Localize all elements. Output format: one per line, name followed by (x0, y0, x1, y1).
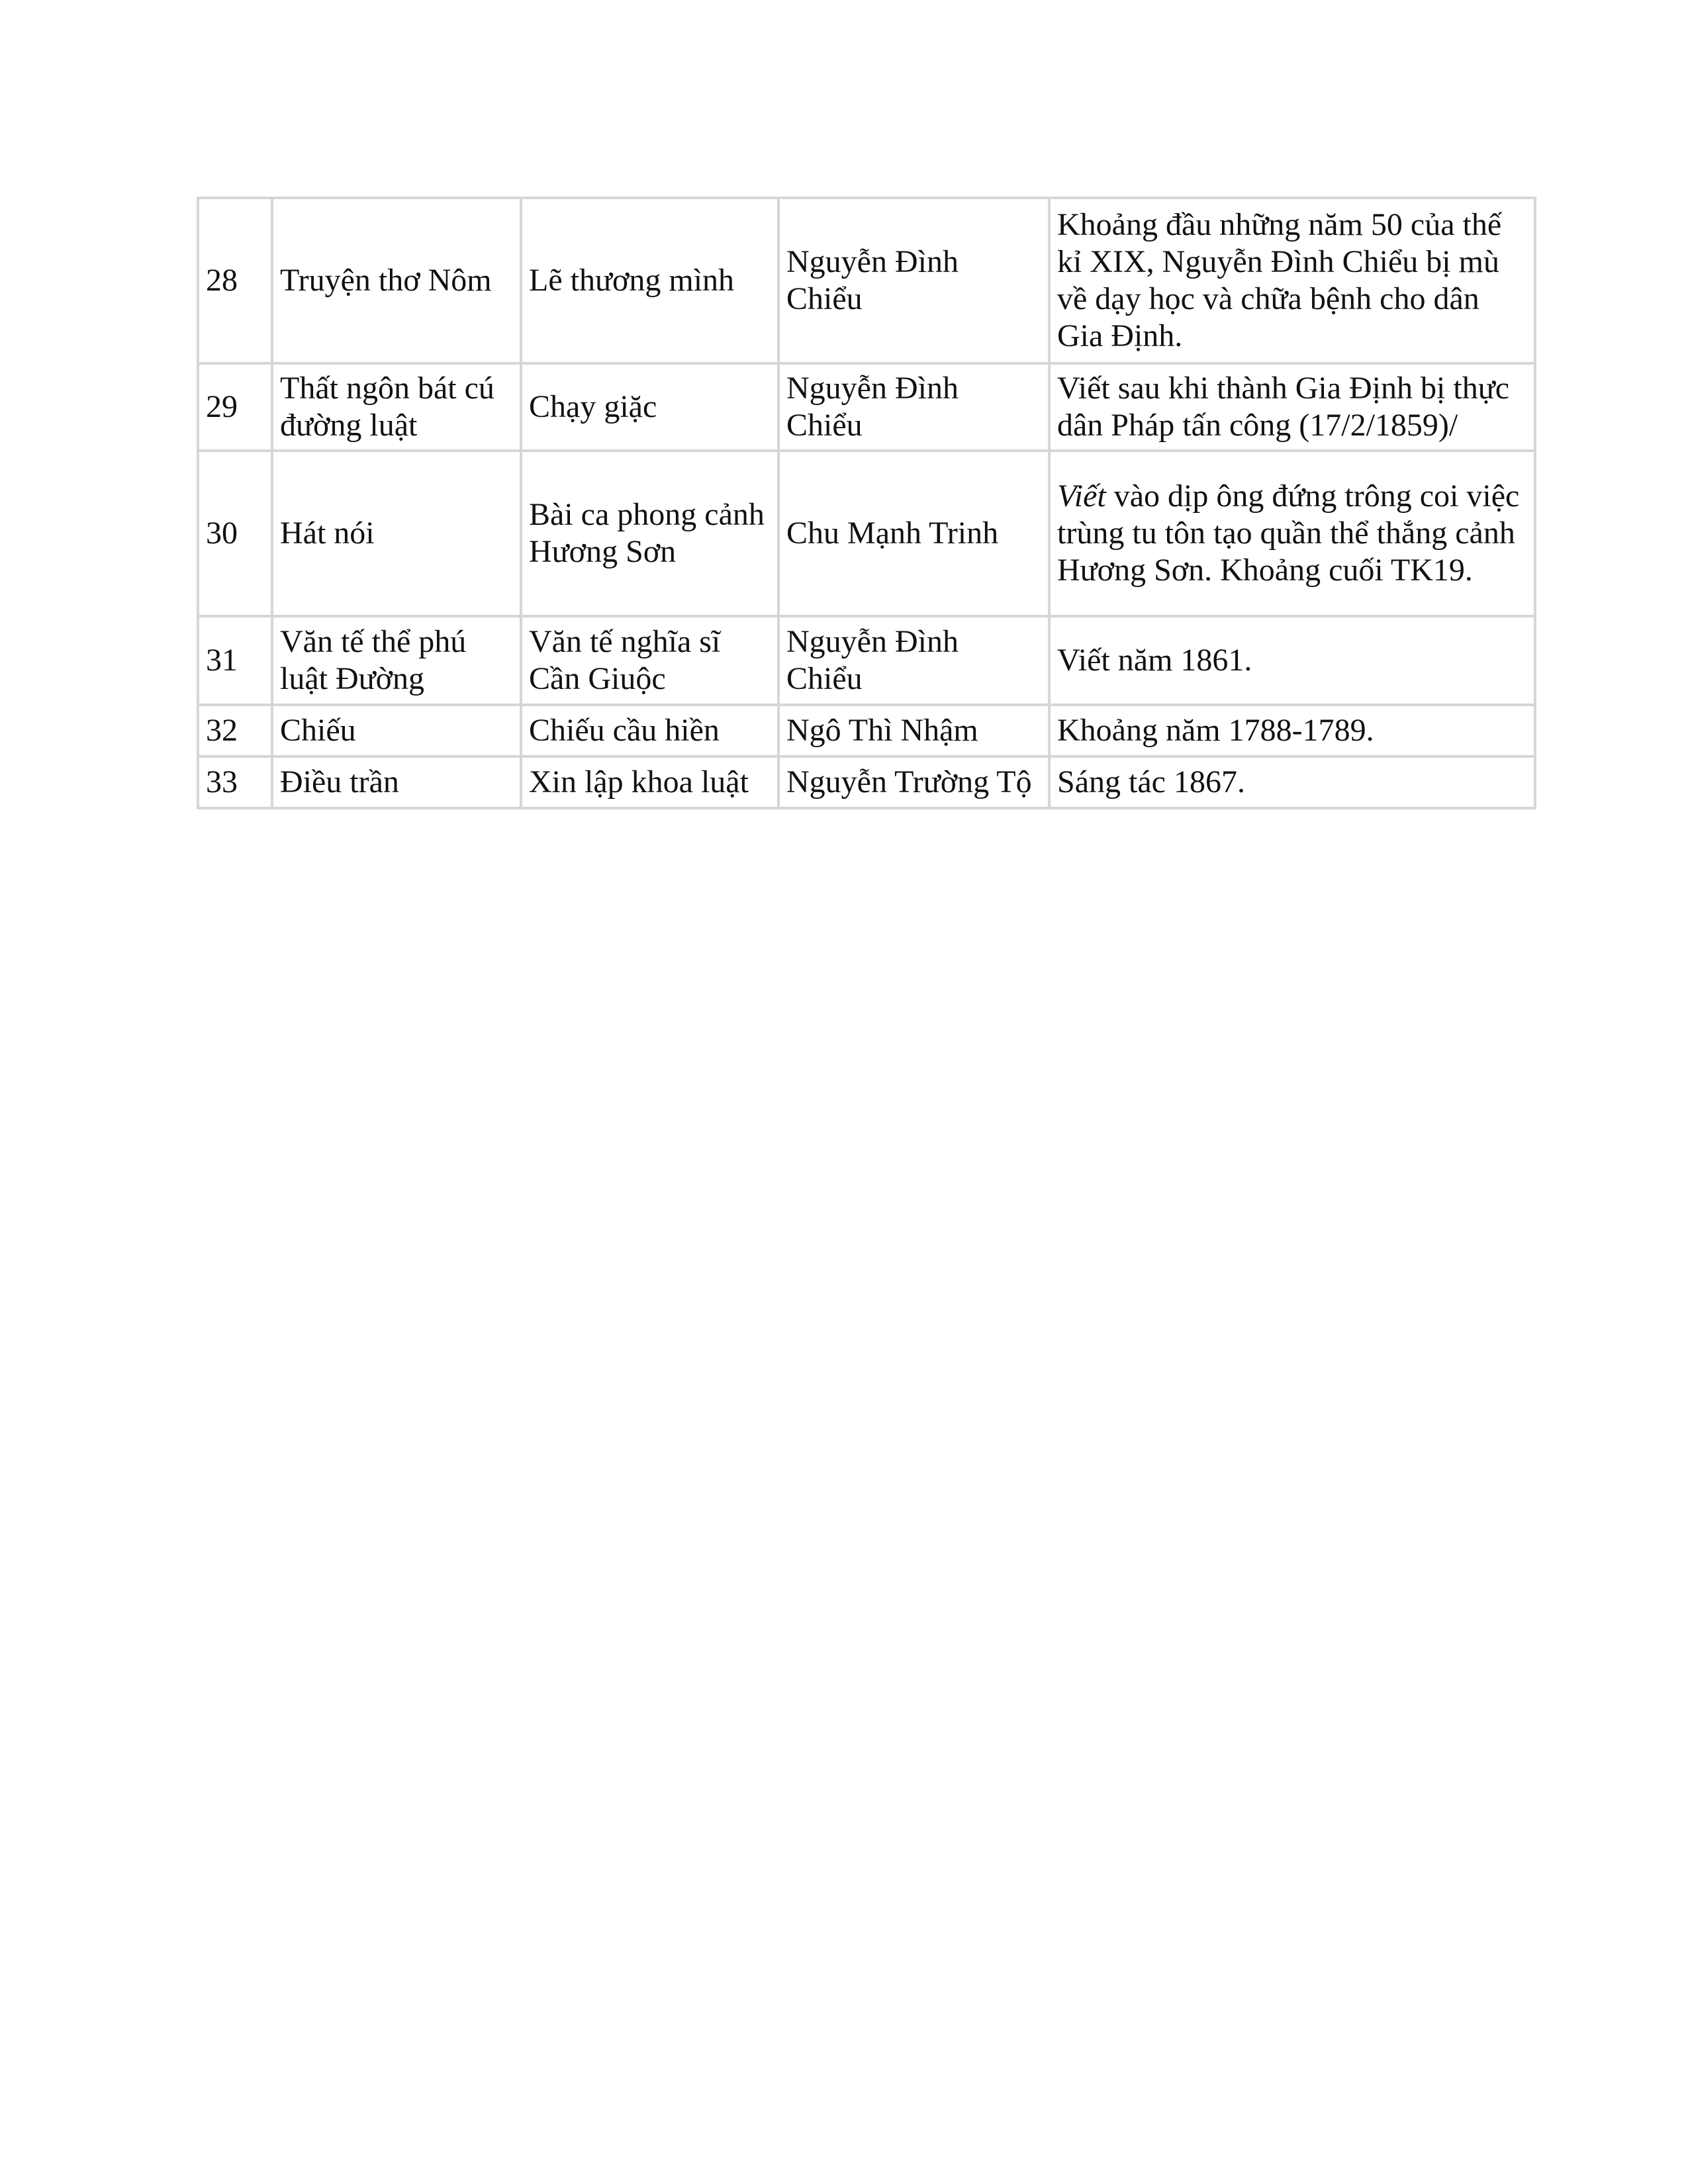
context-cell: Sáng tác 1867. (1049, 756, 1535, 808)
work-title-cell: Lẽ thương mình (521, 198, 778, 363)
work-title-cell: Chiếu cầu hiền (521, 705, 778, 756)
author-cell: Nguyễn Đình Chiểu (778, 616, 1049, 705)
genre-cell: Văn tế thể phú luật Đường (272, 616, 521, 705)
literary-works-table (197, 197, 1536, 809)
genre-cell: Chiếu (272, 705, 521, 756)
context-cell (1049, 451, 1535, 616)
context-cell: Khoảng đầu những năm 50 của thế kỉ XIX, Nguyễn Đình Chiểu bị mù về dạy học và chữa bệnh cho dân Gia Định. (1049, 198, 1535, 363)
work-title-cell: Xin lập khoa luật (521, 756, 778, 808)
genre-cell: Hát nói (272, 451, 521, 616)
context-lead-word: Viết (1057, 478, 1106, 514)
work-title-cell: Chạy giặc (521, 363, 778, 451)
author-cell: Ngô Thì Nhậm (778, 705, 1049, 756)
table-row (198, 198, 1535, 363)
author-cell: Chu Mạnh Trinh (778, 451, 1049, 616)
context-text: vào dịp ông đứng trông coi việc trùng tu tôn tạo quần thể thắng cảnh Hương Sơn. Khoảng cuối TK19. (1057, 478, 1520, 588)
table-row (198, 616, 1535, 705)
genre-cell: Thất ngôn bát cú đường luật (272, 363, 521, 451)
context-cell: Viết năm 1861. (1049, 616, 1535, 705)
table-row (198, 756, 1535, 808)
table-row (198, 451, 1535, 616)
row-number: 31 (198, 616, 272, 705)
table-row (198, 705, 1535, 756)
context-cell: Viết sau khi thành Gia Định bị thực dân Pháp tấn công (17/2/1859)/ (1049, 363, 1535, 451)
row-number: 32 (198, 705, 272, 756)
row-number: 30 (198, 451, 272, 616)
row-number: 28 (198, 198, 272, 363)
author-cell: Nguyễn Đình Chiểu (778, 198, 1049, 363)
work-title-cell: Văn tế nghĩa sĩ Cần Giuộc (521, 616, 778, 705)
row-number: 29 (198, 363, 272, 451)
author-cell: Nguyễn Đình Chiểu (778, 363, 1049, 451)
context-cell: Khoảng năm 1788-1789. (1049, 705, 1535, 756)
genre-cell: Điều trần (272, 756, 521, 808)
row-number: 33 (198, 756, 272, 808)
genre-cell: Truyện thơ Nôm (272, 198, 521, 363)
work-title-cell: Bài ca phong cảnh Hương Sơn (521, 451, 778, 616)
author-cell: Nguyễn Trường Tộ (778, 756, 1049, 808)
table-row (198, 363, 1535, 451)
